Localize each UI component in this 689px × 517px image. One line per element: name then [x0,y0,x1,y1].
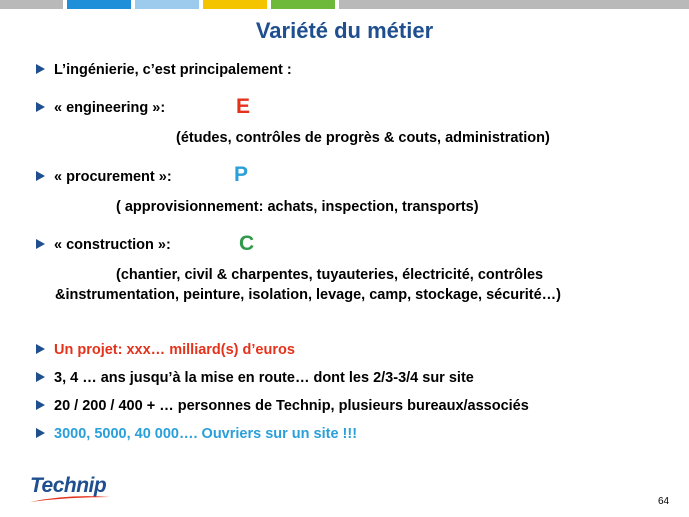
bullet-procurement [36,169,172,186]
arrow-bullet-icon [36,171,45,181]
bullet-text: L’ingénierie, c’est principalement : [54,62,292,78]
top-bar-segment-3 [135,0,199,9]
construction-detail-line1: (chantier, civil & charpentes, tuyauteries, électricité, contrôles [116,267,544,283]
bullet-construction [36,237,171,254]
bullet-projet [36,342,295,359]
bullet-text: « procurement »: [54,169,172,185]
slide-title: Variété du métier [255,18,434,43]
top-bar-segment-1 [0,0,63,9]
bullet-duree [36,370,474,387]
page-number: 64 [658,496,670,507]
technip-logo: Technip [30,474,107,497]
bullet-text: 20 / 200 / 400 + … personnes de Technip, plusieurs bureaux/associés [54,398,529,414]
bullet-personnes [36,398,529,415]
top-bar-segment-2 [67,0,131,9]
bullet-engineering [36,100,165,117]
bullet-ouvriers [36,426,357,443]
engineering-detail: (études, contrôles de progrès & couts, administration) [176,130,550,146]
arrow-bullet-icon [36,102,45,112]
bullet-text: Un projet: xxx… milliard(s) d’euros [54,342,295,358]
logo-swoosh-icon [28,494,112,504]
construction-detail-line2: &instrumentation, peinture, isolation, levage, camp, stockage, sécurité…) [55,287,562,303]
arrow-bullet-icon [36,344,45,354]
top-bar-segment-5 [271,0,335,9]
top-color-bar [0,0,689,9]
top-bar-segment-6 [339,0,689,9]
bullet-ingenierie [36,62,292,79]
bullet-text: « engineering »: [54,100,166,116]
top-bar-segment-4 [203,0,267,9]
arrow-bullet-icon [36,372,45,382]
arrow-bullet-icon [36,428,45,438]
letter-e: E [236,95,251,118]
bullet-text: 3000, 5000, 40 000…. Ouvriers sur un site !!! [54,426,358,442]
letter-c: C [239,232,255,255]
arrow-bullet-icon [36,64,45,74]
arrow-bullet-icon [36,400,45,410]
bullet-text: 3, 4 … ans jusqu’à la mise en route… dont les 2/3-3/4 sur site [54,370,474,386]
letter-p: P [234,163,249,186]
bullet-text: « construction »: [54,237,171,253]
procurement-detail: ( approvisionnement: achats, inspection, transports) [116,199,479,215]
arrow-bullet-icon [36,239,45,249]
